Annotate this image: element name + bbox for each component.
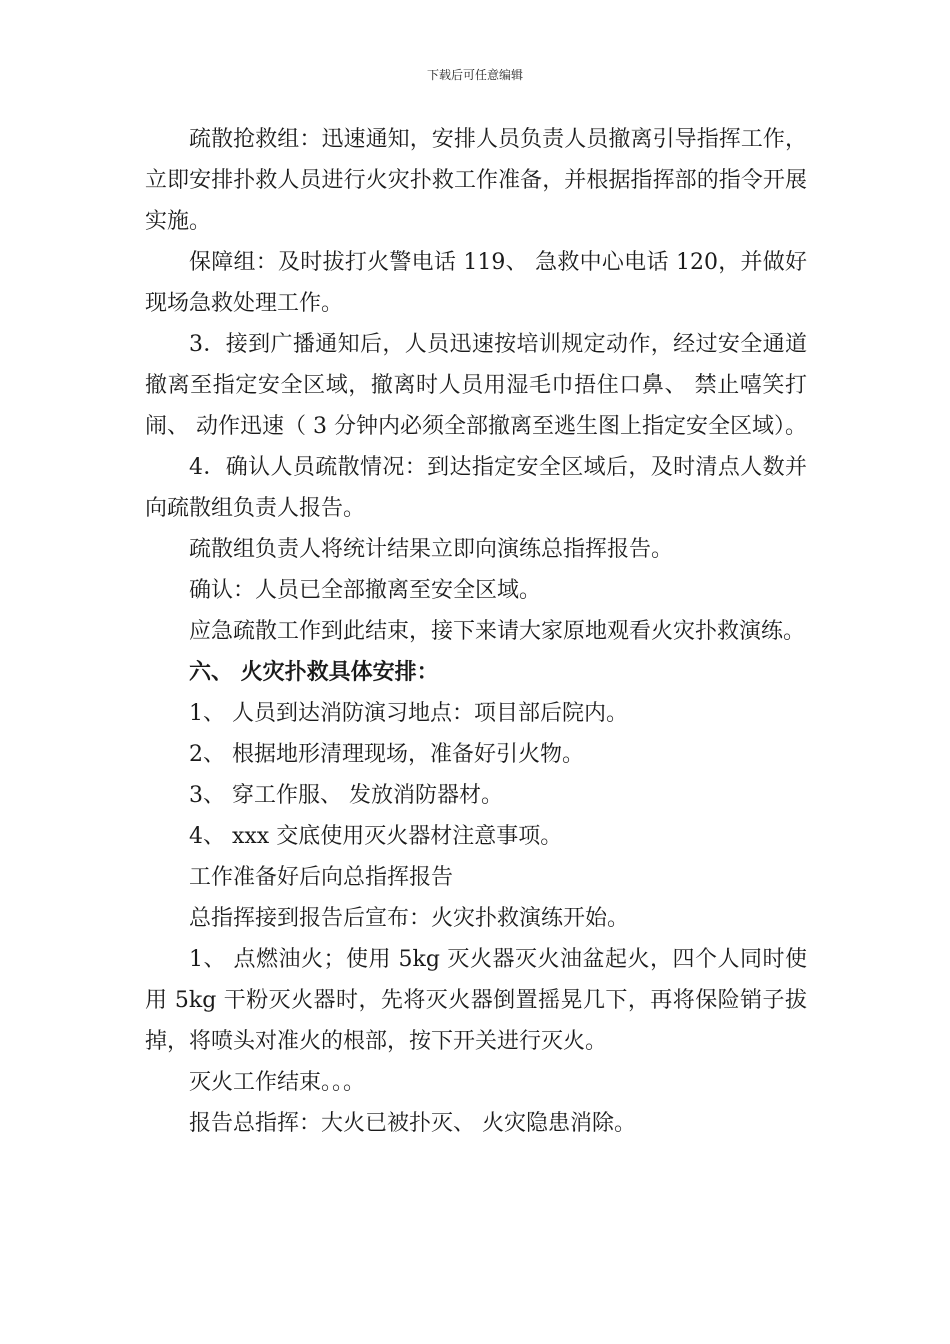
paragraph-evacuation-rescue-group: 疏散抢救组：迅速通知，安排人员负责人员撤离引导指挥工作，立即安排扑救人员进行火灾扑救工作准备，并根据指挥部的指令开展实施。: [145, 127, 807, 234]
paragraph-report-to-commander: 疏散组负责人将统计结果立即向演练总指挥报告。: [189, 537, 674, 562]
page-header: 下载后可任意编辑: [426, 68, 523, 82]
paragraph-evacuation-end: 应急疏散工作到此结束，接下来请大家原地观看火灾扑救演练。: [189, 619, 806, 644]
paragraph-confirmation: 确认：人员已全部撤离至安全区域。: [189, 578, 542, 603]
list-item-1: 1、 人员到达消防演习地点：项目部后院内。: [189, 701, 628, 726]
section-heading-fire-fighting: 六、 火灾扑救具体安排：: [189, 659, 439, 685]
document-body: [145, 119, 807, 1144]
paragraph-extinguish-end: 灭火工作结束。。。: [189, 1070, 366, 1095]
paragraph-final-report: 报告总指挥：大火已被扑灭、 火灾隐患消除。: [189, 1111, 636, 1136]
paragraph-drill-start: 总指挥接到报告后宣布：火灾扑救演练开始。: [189, 906, 630, 931]
paragraph-support-group: 保障组：及时拔打火警电话 119、 急救中心电话 120，并做好现场急救处理工作。: [145, 250, 807, 316]
paragraph-step-4: 4．确认人员疏散情况：到达指定安全区域后，及时清点人数并向疏散组负责人报告。: [145, 455, 807, 521]
paragraph-ignite-extinguish: 1、 点燃油火；使用 5kg 灭火器灭火油盆起火，四个人同时使用 5kg 干粉灭火器时，先将灭火器倒置摇晃几下，再将保险销子拔掉，将喷头对准火的根部，按下开关进行灭火。: [145, 947, 807, 1054]
paragraph-step-3: 3．接到广播通知后，人员迅速按培训规定动作，经过安全通道撤离至指定安全区域，撤离时人员用湿毛巾捂住口鼻、 禁止嘻笑打闹、 动作迅速（ 3 分钟内必须全部撤离至逃生图上指定安全区域）。: [145, 332, 807, 439]
list-item-2: 2、 根据地形清理现场，准备好引火物。: [189, 742, 584, 767]
list-item-3: 3、 穿工作服、 发放消防器材。: [189, 783, 503, 808]
list-item-4: 4、 xxx 交底使用灭火器材注意事项。: [189, 824, 563, 849]
paragraph-ready-report: 工作准备好后向总指挥报告: [189, 865, 454, 890]
